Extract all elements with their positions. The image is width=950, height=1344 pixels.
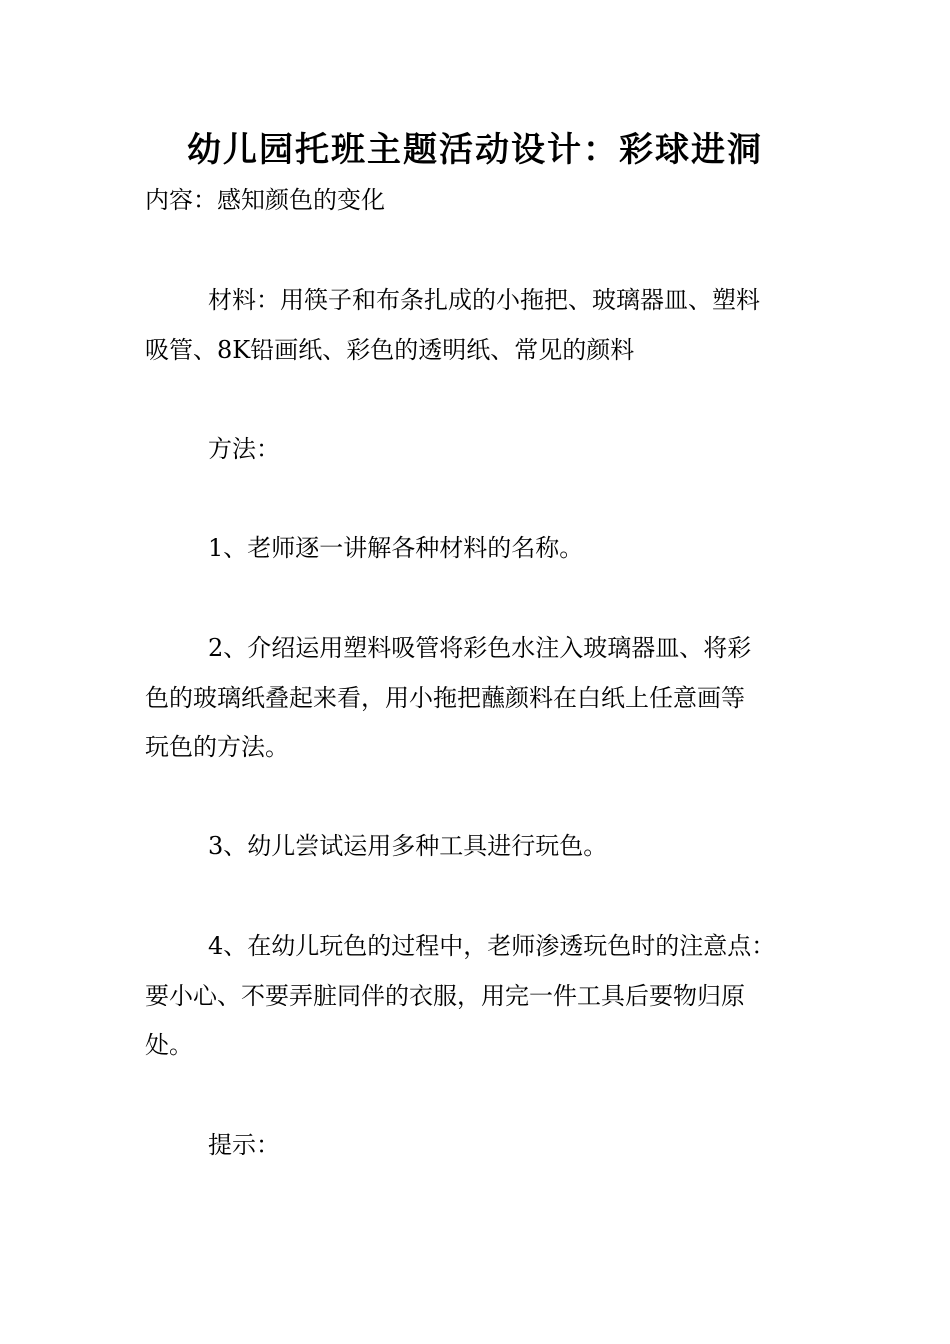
step-3-line-1: 3、幼儿尝试运用多种工具进行玩色。 — [208, 832, 608, 860]
materials-line-1: 材料：用筷子和布条扎成的小拖把、玻璃器皿、塑料 — [208, 286, 760, 314]
step-4-line-3: 处。 — [145, 1031, 193, 1059]
document-title: 幼儿园托班主题活动设计：彩球进洞 — [187, 130, 763, 170]
tips-heading: 提示： — [208, 1131, 280, 1159]
content-line: 内容：感知颜色的变化 — [145, 186, 385, 214]
method-heading: 方法： — [208, 435, 280, 463]
step-1-line-1: 1、老师逐一讲解各种材料的名称。 — [208, 534, 584, 562]
step-2-line-2: 色的玻璃纸叠起来看，用小拖把蘸颜料在白纸上任意画等 — [145, 684, 745, 712]
step-2-line-3: 玩色的方法。 — [145, 733, 289, 761]
step-2-line-1: 2、介绍运用塑料吸管将彩色水注入玻璃器皿、将彩 — [208, 634, 752, 662]
step-4-line-2: 要小心、不要弄脏同伴的衣服，用完一件工具后要物归原 — [145, 982, 745, 1010]
step-4-line-1: 4、在幼儿玩色的过程中，老师渗透玩色时的注意点： — [208, 932, 776, 960]
materials-line-2: 吸管、8K铅画纸、彩色的透明纸、常见的颜料 — [145, 336, 635, 364]
